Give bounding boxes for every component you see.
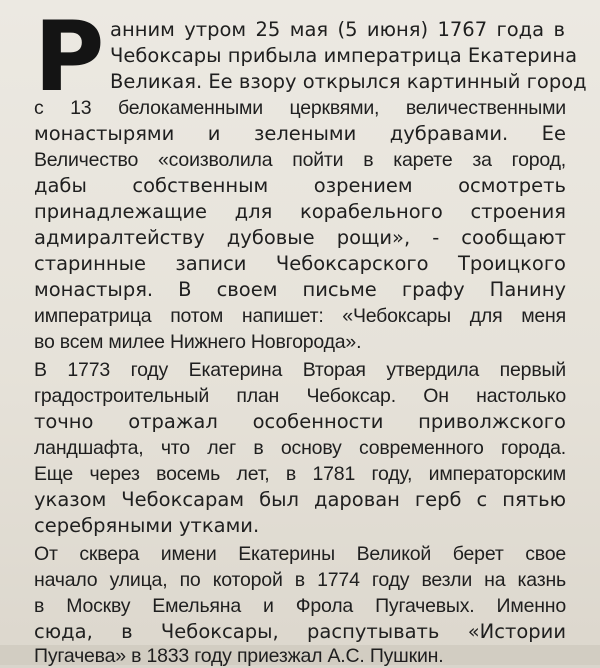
text-line: точно отражал особенности приволжского: [34, 410, 566, 433]
text-line: указом Чебоксарам был дарован герб с пятью: [34, 488, 566, 511]
text-line: монастыря. В своем письме графу Панину: [34, 278, 566, 301]
text-line: анним утром 25 мая (5 июня) 1767 года в: [110, 18, 565, 41]
text-line: Пугачева» в 1833 году приезжал А.С. Пушкин.: [34, 645, 444, 667]
text-line: Великая. Ее взору открылся картинный город: [110, 70, 587, 93]
text-line: императрица потом напишет: «Чебоксары для меня: [34, 305, 566, 327]
text-line: градостроительный план Чебоксар. Он настолько: [34, 385, 566, 407]
drop-cap-letter: Р: [34, 1, 103, 113]
text-line: дабы собственным озрением осмотреть: [34, 174, 566, 197]
text-line: От сквера имени Екатерины Великой берет свое: [34, 543, 566, 565]
text-line: принадлежащие для корабельного строения: [34, 200, 566, 223]
text-line: в Москву Емельяна и Фрола Пугачевых. Именно: [34, 595, 566, 617]
text-line: Чебоксары прибыла императрица Екатерина: [110, 44, 578, 67]
text-line: ландшафта, что лег в основу современного города.: [34, 437, 566, 459]
text-line: монастырями и зелеными дубравами. Ее: [34, 122, 566, 145]
text-line: В 1773 году Екатерина Вторая утвердила первый: [34, 359, 566, 381]
text-line: во всем милее Нижнего Новгорода».: [34, 331, 362, 353]
text-line: адмиралтейству дубовые рощи», - сообщают: [34, 226, 566, 249]
text-line: начало улица, по которой в 1774 году везли на казнь: [34, 569, 566, 591]
text-line: серебряными утками.: [34, 514, 260, 537]
text-line: с 13 белокаменными церквями, величественными: [34, 97, 566, 119]
text-line: сюда, в Чебоксары, распутывать «Истории: [34, 620, 566, 643]
text-line: Величество «соизволила пойти в карете за город,: [34, 149, 566, 171]
text-line: старинные записи Чебоксарского Троицкого: [34, 252, 566, 275]
text-line: Еще через восемь лет, в 1781 году, императорским: [34, 463, 566, 485]
